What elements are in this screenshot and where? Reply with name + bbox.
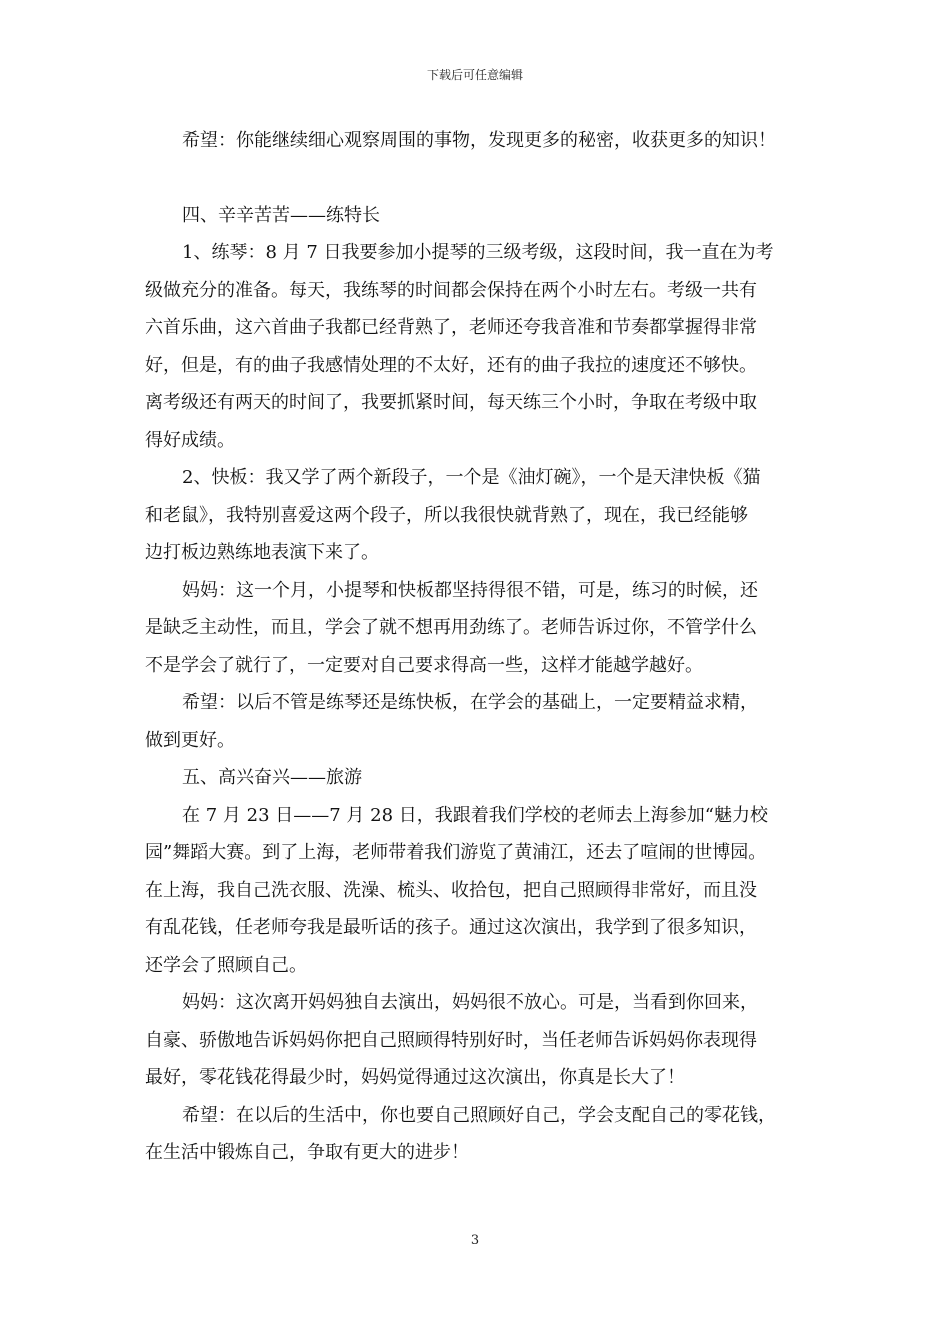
- text-line: 边打板边熟练地表演下来了。: [145, 542, 379, 563]
- text-line: 离考级还有两天的时间了，我要抓紧时间，每天练三个小时，争取在考级中取: [145, 392, 757, 413]
- text-line: 1、练琴：8 月 7 日我要参加小提琴的三级考级，这段时间，我一直在为考: [182, 242, 774, 263]
- text-line: 自豪、骄傲地告诉妈妈你把自己照顾得特别好时，当任老师告诉妈妈你表现得: [145, 1029, 757, 1051]
- text-line: 在 7 月 23 日——7 月 28 日，我跟着我们学校的老师去上海参加“魅力校: [182, 804, 768, 826]
- paragraph-shanghai-trip: [145, 797, 812, 985]
- paragraph-kuaiban: [145, 459, 812, 572]
- page-number: 3: [470, 1233, 480, 1248]
- text-line: 还学会了照顾自己。: [145, 954, 307, 976]
- text-line: 六首乐曲，这六首曲子我都已经背熟了，老师还夸我音准和节奏都掌握得非常: [145, 317, 757, 338]
- document-body: [145, 122, 812, 1172]
- text-line: 有乱花钱，任老师夸我是最听话的孩子。通过这次演出，我学到了很多知识，: [145, 917, 757, 938]
- text-line: 希望：以后不管是练琴还是练快板，在学会的基础上，一定要精益求精，: [182, 692, 758, 713]
- text-line: 不是学会了就行了，一定要对自己要求得高一些，这样才能越学越好。: [145, 654, 703, 676]
- paragraph-hope-trip: [145, 1097, 812, 1172]
- text-line: 在生活中锻炼自己，争取有更大的进步！: [145, 1142, 469, 1163]
- text-line: 做到更好。: [145, 729, 235, 751]
- text-line: 2、快板：我又学了两个新段子，一个是《油灯碗》，一个是天津快板《猫: [182, 467, 761, 488]
- paragraph-hope-observation: 希望：你能继续细心观察周围的事物，发现更多的秘密，收获更多的知识！: [182, 130, 776, 151]
- text-line: 好，但是，有的曲子我感情处理的不太好，还有的曲子我拉的速度还不够快。: [145, 354, 757, 376]
- page-header: 下载后可任意编辑: [426, 68, 523, 82]
- paragraph-spacer: [145, 160, 812, 197]
- paragraph-violin-practice: [145, 234, 812, 459]
- section-heading-5: 五、高兴奋兴——旅游: [182, 767, 362, 788]
- text-line: 在上海，我自己洗衣服、洗澡、梳头、收拾包，把自己照顾得非常好，而且没: [145, 879, 757, 901]
- text-line: 级做充分的准备。每天，我练琴的时间都会保持在两个小时左右。考级一共有: [145, 279, 757, 301]
- text-line: 妈妈：这一个月，小提琴和快板都坚持得很不错，可是，练习的时候，还: [182, 579, 758, 601]
- text-line: 妈妈：这次离开妈妈独自去演出，妈妈很不放心。可是，当看到你回来，: [182, 992, 758, 1013]
- text-line: 园”舞蹈大赛。到了上海，老师带着我们游览了黄浦江，还去了喧闹的世博园。: [145, 842, 767, 863]
- section-heading-4: 四、辛辛苦苦——练特长: [182, 204, 380, 226]
- text-line: 和老鼠》，我特别喜爱这两个段子，所以我很快就背熟了，现在，我已经能够: [145, 504, 748, 526]
- text-line: 最好，零花钱花得最少时，妈妈觉得通过这次演出，你真是长大了！: [145, 1067, 685, 1088]
- text-line: 希望：在以后的生活中，你也要自己照顾好自己，学会支配自己的零花钱，: [182, 1104, 776, 1126]
- paragraph-mom-comment-trip: [145, 984, 812, 1097]
- paragraph-mom-comment-practice: [145, 572, 812, 685]
- text-line: 得好成绩。: [145, 429, 235, 451]
- text-line: 是缺乏主动性，而且，学会了就不想再用劲练了。老师告诉过你，不管学什么: [145, 617, 757, 638]
- paragraph-hope-practice: [145, 684, 812, 759]
